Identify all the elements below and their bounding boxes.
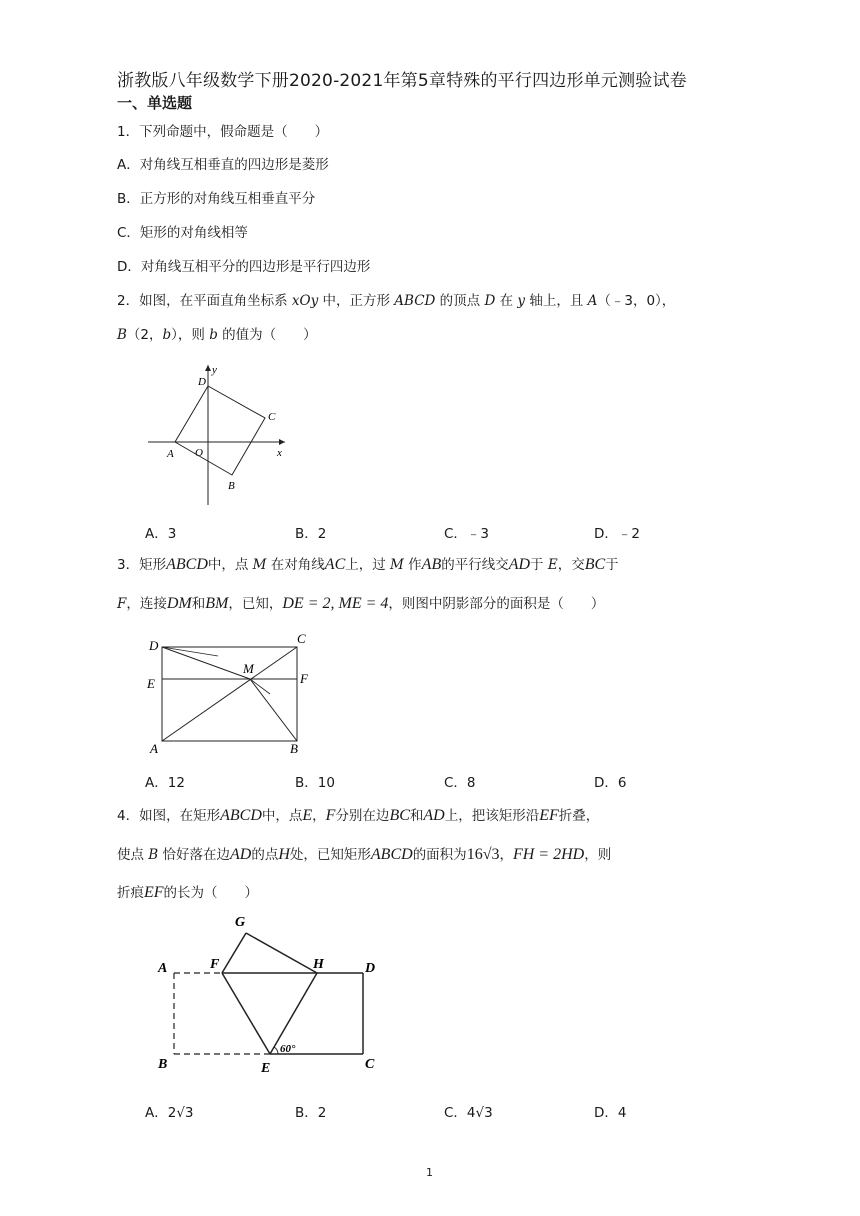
label-c: C	[297, 631, 306, 646]
label-a: A	[167, 448, 174, 460]
q3-figure	[140, 628, 320, 760]
label-d: D	[198, 376, 206, 388]
segment-eh	[270, 973, 317, 1054]
q1-option-c: C．矩形的对角线相等	[117, 225, 248, 241]
label-c: C	[365, 1057, 375, 1072]
q1-option-a: A．对角线互相垂直的四边形是菱形	[117, 157, 329, 173]
label-b: B	[228, 480, 235, 492]
label-b: B	[158, 1057, 168, 1072]
page-title: 浙教版八年级数学下册2020-2021年第5章特殊的平行四边形单元测验试卷	[117, 71, 687, 91]
segment-gh	[246, 933, 317, 973]
q1-stem: 1．下列命题中，假命题是（ ）	[117, 124, 329, 140]
page-number: 1	[426, 1166, 433, 1179]
q2-option-d: D．﹣2	[594, 526, 640, 542]
segment-dm	[162, 647, 250, 679]
square-abcd	[175, 386, 265, 475]
x-axis-arrow	[279, 439, 285, 445]
label-f: F	[210, 957, 220, 972]
q3-stem-line2: F，连接DM和BM，已知，DE = 2, ME = 4，则图中阴影部分的面积是（ ）	[117, 595, 605, 612]
q4-figure	[150, 908, 390, 1080]
label-m: M	[243, 661, 254, 676]
label-b: B	[290, 741, 298, 756]
q2-option-c: C．﹣3	[444, 526, 490, 542]
q1-option-b: B．正方形的对角线互相垂直平分	[117, 191, 316, 207]
label-e: E	[147, 676, 155, 691]
label-h: H	[313, 957, 324, 972]
q2-option-b: B．2	[295, 526, 327, 542]
q4-stem-line2: 使点 B 恰好落在边AD的点H处，已知矩形ABCD的面积为16√3，FH = 2HD，则	[117, 846, 612, 863]
label-g: G	[235, 915, 246, 930]
q3-option-c: C．8	[444, 775, 476, 791]
q2-stem-line2: B（2，b），则 b 的值为（ ）	[117, 327, 317, 343]
shade-line	[162, 647, 218, 656]
angle-arc	[274, 1047, 278, 1054]
q4-option-a: A．2√3	[145, 1105, 194, 1121]
q4-option-c: C．4√3	[444, 1105, 493, 1121]
label-a: A	[150, 741, 158, 756]
label-angle: 60°	[280, 1043, 296, 1055]
q4-stem-line3: 折痕EF的长为（ ）	[117, 884, 259, 901]
q2-figure	[140, 360, 295, 510]
label-d: D	[149, 638, 159, 653]
label-a: A	[158, 961, 168, 976]
q2-stem-line1: 2．如图，在平面直角坐标系 xOy 中，正方形 ABCD 的顶点 D 在 y 轴上，且 A（﹣3，0），	[117, 293, 676, 309]
q2-option-a: A．3	[145, 526, 177, 542]
y-axis-arrow	[205, 365, 211, 371]
label-x: x	[277, 447, 282, 459]
q4-option-b: B．2	[295, 1105, 327, 1121]
label-e: E	[261, 1061, 271, 1076]
label-c: C	[268, 411, 276, 423]
q3-option-b: B．10	[295, 775, 335, 791]
segment-fg	[222, 933, 246, 973]
label-f: F	[300, 671, 308, 686]
diagonal-ac	[162, 647, 297, 741]
q3-option-d: D．6	[594, 775, 627, 791]
fold-ef	[222, 973, 270, 1054]
label-o: O	[195, 447, 203, 459]
section-heading: 一、单选题	[117, 94, 193, 112]
q4-option-d: D．4	[594, 1105, 627, 1121]
segment-mb	[250, 679, 297, 741]
q3-option-a: A．12	[145, 775, 185, 791]
label-y: y	[212, 364, 217, 376]
q4-stem-line1: 4．如图，在矩形ABCD中，点E，F分别在边BC和AD上，把该矩形沿EF折叠，	[117, 807, 600, 824]
q1-option-d: D．对角线互相平分的四边形是平行四边形	[117, 259, 371, 275]
label-d: D	[365, 961, 376, 976]
q3-stem-line1: 3．矩形ABCD中，点 M 在对角线AC上，过 M 作AB的平行线交AD于 E，交BC于	[117, 556, 619, 573]
